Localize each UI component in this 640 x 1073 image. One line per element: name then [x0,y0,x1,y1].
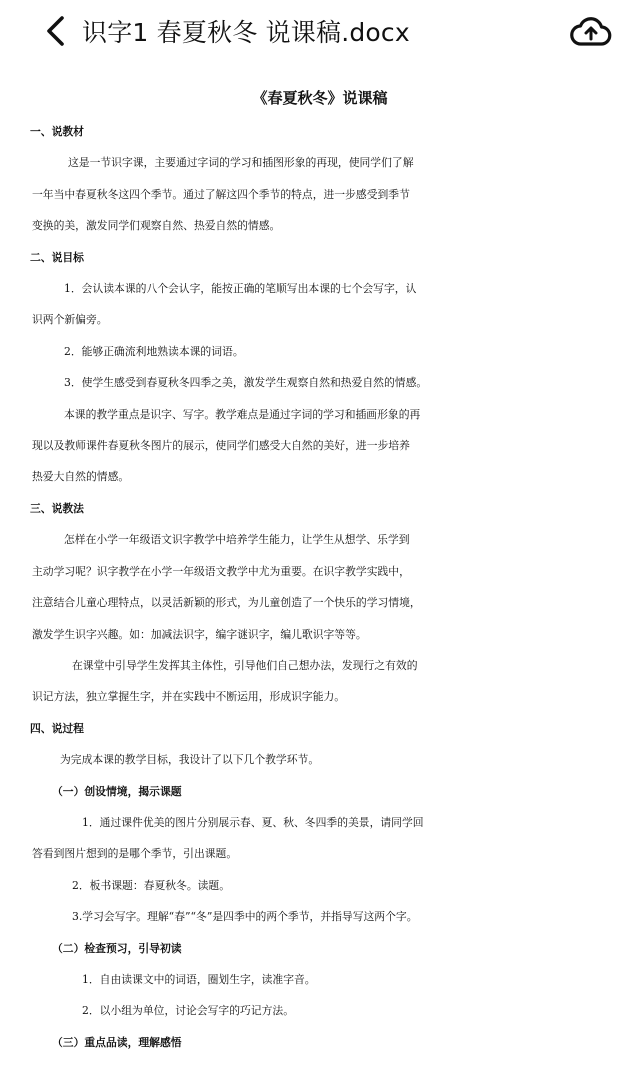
section-heading: 二、说目标 [30,250,84,264]
paragraph-line: 在课堂中引导学生发挥其主体性，引导他们自己想办法，发现行之有效的 [72,658,418,672]
paragraph-line: 现以及教师课件春夏秋冬图片的展示，使同学们感受大自然的美好，进一步培养 [32,439,410,453]
paragraph-line: 怎样在小学一年级语文识字教学中培养学生能力，让学生从想学、乐学到 [64,533,410,547]
back-button[interactable] [30,5,82,57]
section-heading: 四、说过程 [30,721,84,735]
paragraph-line: 热爱大自然的情感。 [32,470,130,484]
section-heading: 三、说教法 [30,501,84,515]
paragraph-line: 变换的美，激发同学们观察自然、热爱自然的情感。 [32,219,281,233]
document-heading: 《春夏秋冬》说课稿 [252,89,388,107]
paragraph-line: 2．能够正确流利地熟读本课的词语。 [64,344,244,358]
paragraph-line: 3.学习会写字。理解“春”“冬”是四季中的两个季节，并指导写这两个字。 [72,910,418,924]
document-title: 识字1 春夏秋冬 说课稿.docx [82,18,410,47]
paragraph-line: 注意结合儿童心理特点，以灵活新颖的形式，为儿童创造了一个快乐的学习情境， [32,596,421,610]
subsection-heading: （一）创设情境，揭示课题 [52,784,182,798]
top-bar [0,0,640,62]
paragraph-line: 3．使学生感受到春夏秋冬四季之美，激发学生观察自然和热爱自然的情感。 [64,376,428,390]
paragraph-line: 1．会认读本课的八个会认字，能按正确的笔顺写出本课的七个会写字，认 [64,282,417,296]
document-lines [0,116,640,1058]
paragraph-line: 这是一节识字课，主要通过字词的学习和插图形象的再现，使同学们了解 [68,156,414,170]
paragraph-line: 2．以小组为单位，讨论会写字的巧记方法。 [82,1004,295,1018]
paragraph-line: 2．板书课题：春夏秋冬。读题。 [72,878,231,892]
subsection-heading: （三）重点品读，理解感悟 [52,1035,182,1049]
subsection-heading: （二）检查预习，引导初读 [52,941,182,955]
cloud-upload-icon [570,14,612,48]
paragraph-line: 1．自由读课文中的词语，圈划生字，读准字音。 [82,972,316,986]
paragraph-line: 1．通过课件优美的图片分别展示春、夏、秋、冬四季的美景，请同学回 [82,815,424,829]
paragraph-line: 为完成本课的教学目标，我设计了以下几个教学环节。 [60,753,320,767]
paragraph-line: 答看到图片想到的是哪个季节，引出课题。 [32,847,238,861]
paragraph-line: 本课的教学重点是识字、写字。教学难点是通过字词的学习和插画形象的再 [64,407,421,421]
paragraph-line: 激发学生识字兴趣。如：加减法识字，编字谜识字，编儿歌识字等等。 [32,627,367,641]
paragraph-line: 识记方法，独立掌握生字，并在实践中不断运用，形成识字能力。 [32,690,346,704]
paragraph-line: 识两个新偏旁。 [32,313,108,327]
paragraph-line: 一年当中春夏秋冬这四个季节。通过了解这四个季节的特点，进一步感受到季节 [32,187,410,201]
section-heading: 一、说教材 [30,125,84,138]
cloud-upload-button[interactable] [568,8,614,54]
paragraph-line: 主动学习呢？识字教学在小学一年级语文教学中尤为重要。在识字教学实践中， [32,564,410,578]
chevron-left-icon [42,15,70,47]
document-body [0,74,640,1058]
